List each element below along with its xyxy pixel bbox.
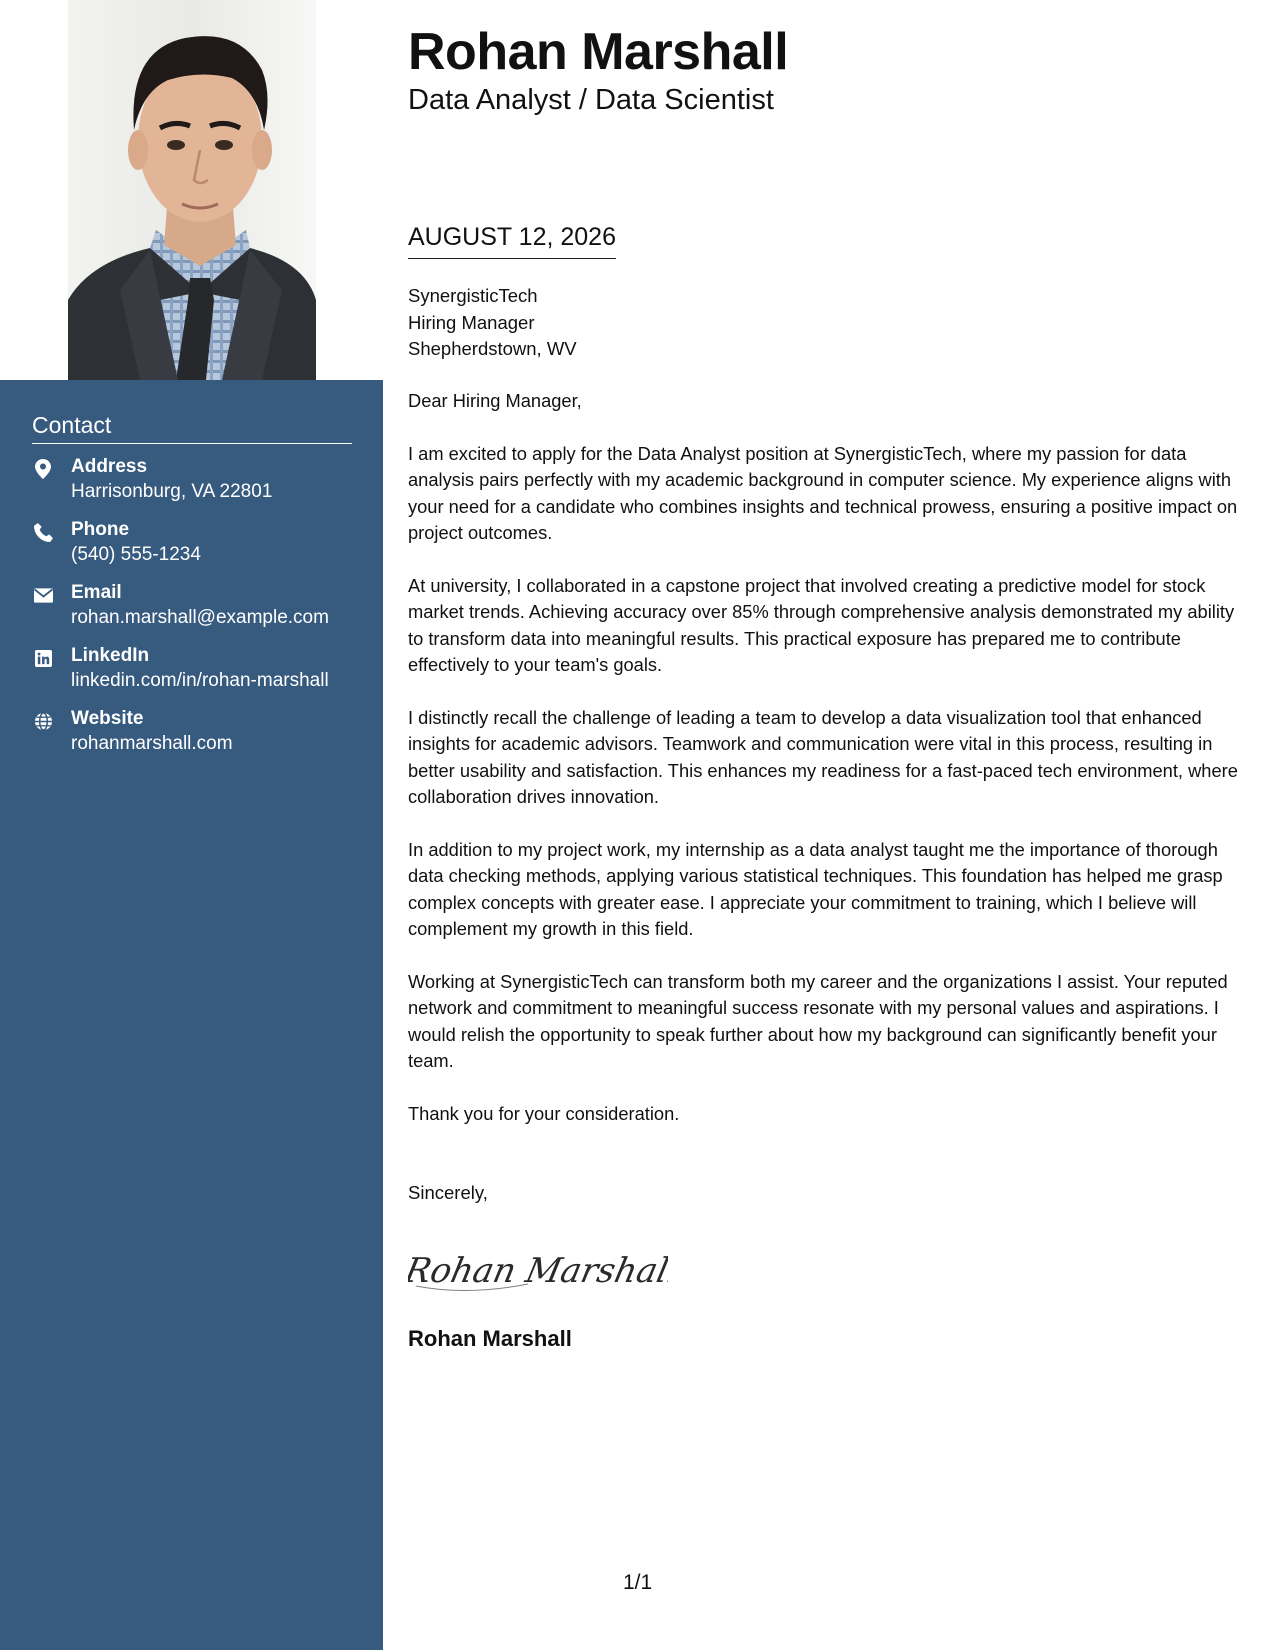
globe-icon: [32, 710, 54, 732]
contact-label: Email: [71, 582, 122, 603]
contact-label: Phone: [71, 519, 130, 540]
applicant-name: Rohan Marshall: [408, 23, 789, 81]
contact-label: Website: [71, 708, 144, 729]
contact-email: [32, 582, 372, 645]
applicant-title: Data Analyst / Data Scientist: [408, 84, 774, 116]
contact-phone: [32, 519, 372, 582]
recipient-location: Shepherdstown, WV: [408, 338, 577, 359]
signature-drawing: [408, 1240, 668, 1300]
contact-address: [32, 456, 372, 519]
thank-you-line: Thank you for your consideration.: [408, 1102, 680, 1124]
contact-label: Address: [71, 456, 148, 477]
contact-website: [32, 708, 372, 771]
handwritten-signature: [408, 1240, 668, 1305]
envelope-icon: [32, 584, 54, 606]
linkedin-icon: [32, 647, 54, 669]
body-paragraph: At university, I collaborated in a capstone project that involved creating a predictive model for stock market trends. Achieving accuracy over 85% through comprehensive analysis demonstrated my ability to transform data into meaningful results. This practical exposure has prepared me to contribute effectively to your team's goals.: [408, 574, 1235, 676]
email-value[interactable]: rohan.marshall@example.com: [71, 607, 329, 628]
body-paragraph: In addition to my project work, my internship as a data analyst taught me the importance of thorough data checking methods, applying various statistical techniques. This foundation has helped me grasp complex concepts with greater ease. I appreciate your commitment to training, which I believe will complement my growth in this field.: [408, 838, 1223, 940]
portrait-illustration: [0, 0, 383, 380]
body-paragraph: Working at SynergisticTech can transform both my career and the organizations I assist. Your reputed network and commitment to meaningful success resonate with my personal values and aspirations. I would relish the opportunity to speak further about how my background can significantly benefit your team.: [408, 970, 1228, 1072]
body-paragraph: I distinctly recall the challenge of leading a team to develop a data visualization tool that enhanced insights for academic advisors. Teamwork and communication were vital in this process, resulting in better usability and satisfaction. This enhances my readiness for a fast-paced tech environment, where collaboration drives innovation.: [408, 706, 1238, 808]
svg-text:Rohan Marshall: Rohan Marshall: [408, 1251, 668, 1291]
linkedin-value[interactable]: linkedin.com/in/rohan-marshall: [71, 670, 329, 691]
salutation: Dear Hiring Manager,: [408, 390, 582, 411]
address-value: Harrisonburg, VA 22801: [71, 481, 273, 502]
sidebar: [0, 0, 383, 1650]
website-value[interactable]: rohanmarshall.com: [71, 733, 233, 754]
body-paragraph: I am excited to apply for the Data Analyst position at SynergisticTech, where my passion for data analysis pairs perfectly with my academic background in computer science. My experience aligns with your need for a candidate who combines insights and technical prowess, ensuring a positive impact on project outcomes.: [408, 442, 1238, 544]
profile-photo: [0, 0, 383, 380]
map-pin-icon: [32, 458, 54, 480]
contact-label: LinkedIn: [71, 645, 150, 666]
recipient-block: [408, 283, 577, 363]
signed-name: Rohan Marshall: [408, 1326, 572, 1351]
contact-list: [32, 456, 372, 771]
closing: Sincerely,: [408, 1182, 488, 1203]
phone-icon: [32, 521, 54, 543]
page-number: 1/1: [623, 1571, 653, 1594]
letter-body: [408, 388, 1253, 1154]
recipient-title: Hiring Manager: [408, 311, 535, 333]
contact-heading: Contact: [32, 412, 352, 444]
letter-date: AUGUST 12, 2026: [408, 223, 616, 259]
contact-linkedin: [32, 645, 372, 708]
phone-value[interactable]: (540) 555-1234: [71, 544, 201, 565]
recipient-company: SynergisticTech: [408, 285, 538, 306]
